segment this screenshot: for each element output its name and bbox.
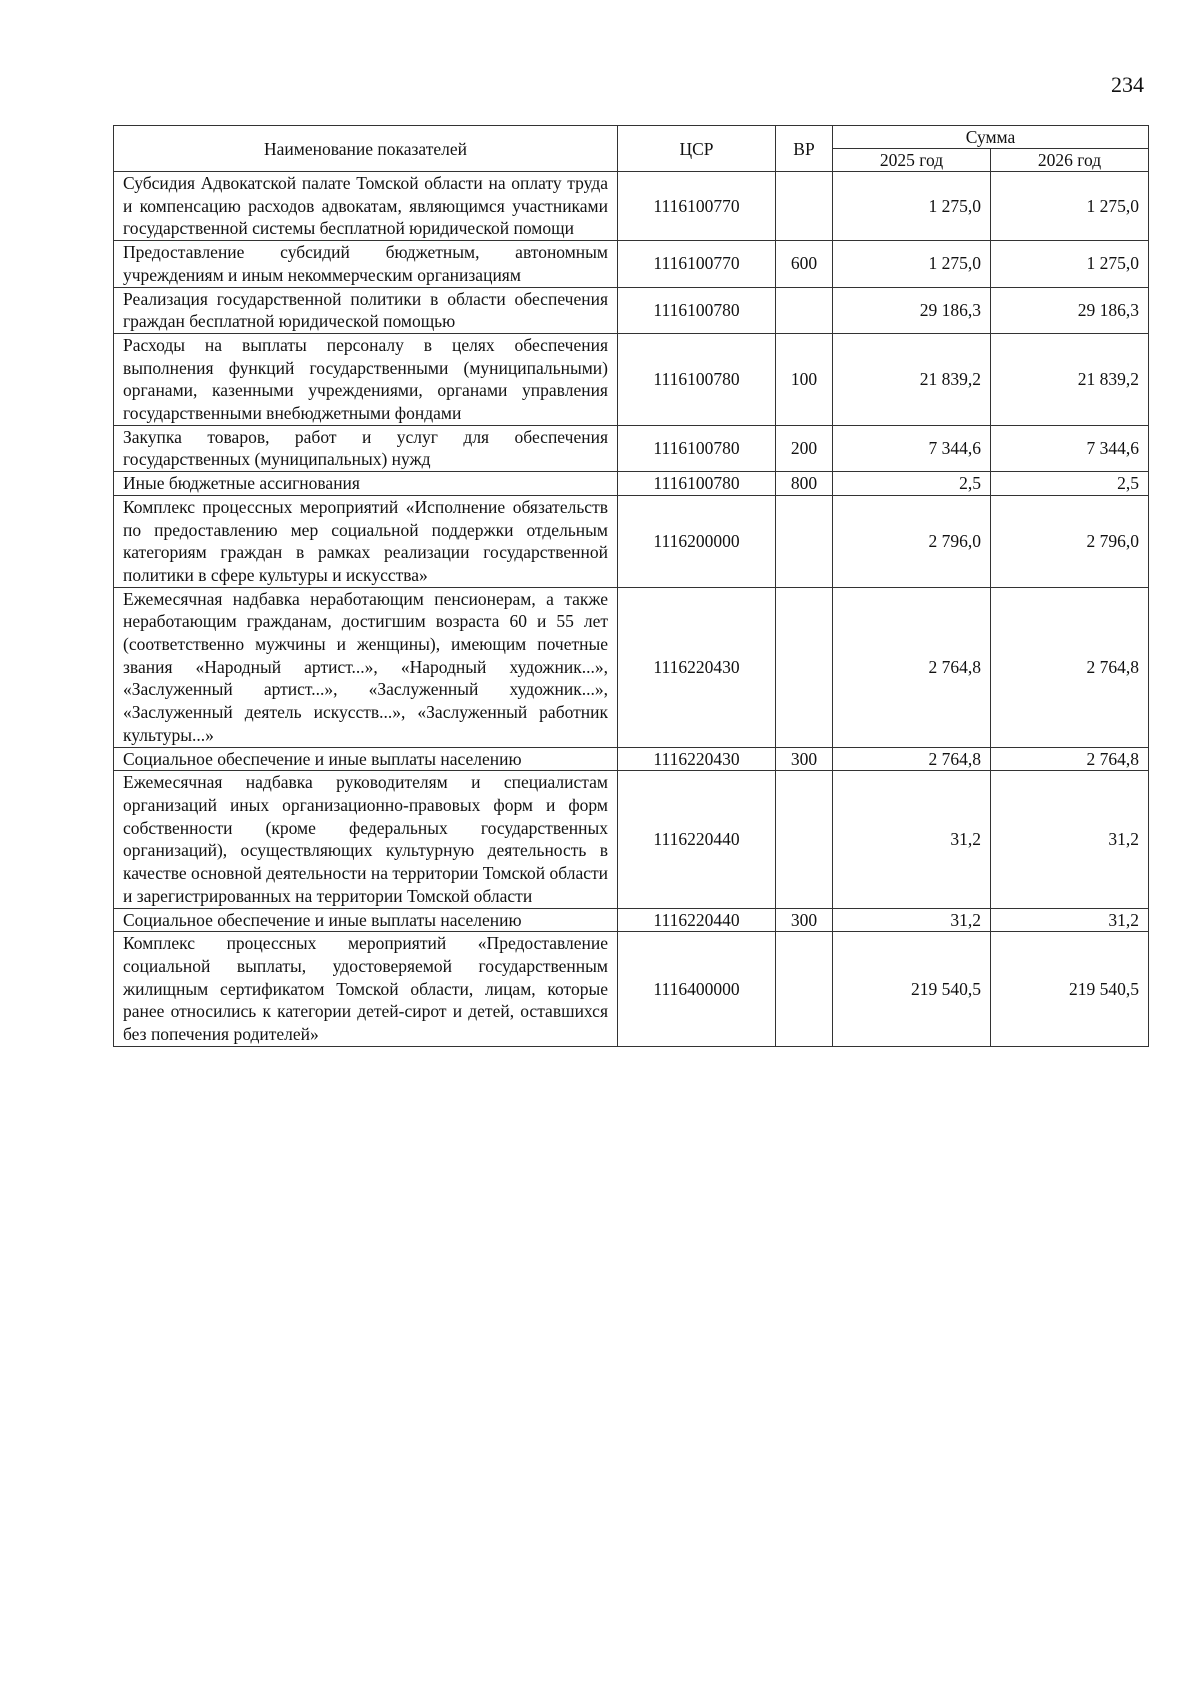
csr-code-cell: 1116220440 — [618, 908, 776, 932]
table-row — [114, 771, 1149, 908]
amount-2025-cell: 31,2 — [833, 908, 991, 932]
amount-2026-cell: 2 764,8 — [991, 587, 1149, 747]
vr-code-cell — [776, 495, 833, 587]
indicator-name-cell: Иные бюджетные ассигнования — [114, 472, 618, 496]
csr-code-cell: 1116100780 — [618, 333, 776, 425]
table-row — [114, 287, 1149, 333]
amount-2025-cell: 2 764,8 — [833, 747, 991, 771]
table-row — [114, 747, 1149, 771]
amount-2025-cell: 1 275,0 — [833, 172, 991, 241]
table-body — [114, 172, 1149, 1047]
vr-code-cell: 300 — [776, 908, 833, 932]
amount-2026-cell: 7 344,6 — [991, 425, 1149, 471]
csr-code-cell: 1116400000 — [618, 932, 776, 1047]
vr-code-cell — [776, 932, 833, 1047]
amount-2026-cell: 31,2 — [991, 908, 1149, 932]
amount-2025-cell: 2 796,0 — [833, 495, 991, 587]
table-row — [114, 172, 1149, 241]
header-year-2026: 2026 год — [991, 149, 1149, 172]
indicator-name-cell: Расходы на выплаты персоналу в целях обеспечения выполнения функций государственными (муниципальными) органами, казенными учреждениями, органами управления государственными внебюджетными фондами — [114, 333, 618, 425]
indicator-name-cell: Реализация государственной политики в области обеспечения граждан бесплатной юридической помощью — [114, 287, 618, 333]
table-row — [114, 425, 1149, 471]
amount-2025-cell: 2,5 — [833, 472, 991, 496]
amount-2026-cell: 2,5 — [991, 472, 1149, 496]
amount-2025-cell: 7 344,6 — [833, 425, 991, 471]
amount-2026-cell: 1 275,0 — [991, 172, 1149, 241]
csr-code-cell: 1116100780 — [618, 472, 776, 496]
csr-code-cell: 1116100780 — [618, 425, 776, 471]
indicator-name-cell: Социальное обеспечение и иные выплаты населению — [114, 908, 618, 932]
vr-code-cell — [776, 587, 833, 747]
vr-code-cell — [776, 287, 833, 333]
amount-2025-cell: 21 839,2 — [833, 333, 991, 425]
csr-code-cell: 1116100780 — [618, 287, 776, 333]
table-row — [114, 932, 1149, 1047]
csr-code-cell: 1116220440 — [618, 771, 776, 908]
indicator-name-cell: Комплекс процессных мероприятий «Предоставление социальной выплаты, удостоверяемой государственным жилищным сертификатом Томской области, лицам, которые ранее относились к категории детей-сирот и детей, оставшихся без попечения родителей» — [114, 932, 618, 1047]
table-row — [114, 908, 1149, 932]
indicator-name-cell: Ежемесячная надбавка руководителям и специалистам организаций иных организационно-правовых форм и форм собственности (кроме федеральных государственных организаций), осуществляющих культурную деятельность в качестве основной деятельности на территории Томской области и зарегистрированных на территории Томской области — [114, 771, 618, 908]
csr-code-cell: 1116100770 — [618, 241, 776, 287]
csr-code-cell: 1116100770 — [618, 172, 776, 241]
header-sum: Сумма — [833, 126, 1149, 149]
vr-code-cell: 600 — [776, 241, 833, 287]
amount-2025-cell: 219 540,5 — [833, 932, 991, 1047]
budget-table — [113, 125, 1149, 1047]
vr-code-cell: 300 — [776, 747, 833, 771]
amount-2026-cell: 219 540,5 — [991, 932, 1149, 1047]
amount-2026-cell: 1 275,0 — [991, 241, 1149, 287]
indicator-name-cell: Субсидия Адвокатской палате Томской области на оплату труда и компенсацию расходов адвокатам, являющимся участниками государственной системы бесплатной юридической помощи — [114, 172, 618, 241]
vr-code-cell — [776, 172, 833, 241]
table-row — [114, 241, 1149, 287]
header-year-2025: 2025 год — [833, 149, 991, 172]
amount-2025-cell: 1 275,0 — [833, 241, 991, 287]
amount-2026-cell: 2 764,8 — [991, 747, 1149, 771]
page-number: 234 — [1111, 72, 1144, 97]
table-row — [114, 587, 1149, 747]
table-row — [114, 495, 1149, 587]
vr-code-cell: 800 — [776, 472, 833, 496]
csr-code-cell: 1116220430 — [618, 587, 776, 747]
indicator-name-cell: Ежемесячная надбавка неработающим пенсионерам, а также неработающим гражданам, достигшим возраста 60 и 55 лет (соответственно мужчины и женщины), имеющим почетные звания «Народный артист...», «Народный художник...», «Заслуженный артист...», «Заслуженный художник...», «Заслуженный деятель искусств...», «Заслуженный работник культуры...» — [114, 587, 618, 747]
table-row — [114, 333, 1149, 425]
table-row — [114, 472, 1149, 496]
header-csr: ЦСР — [618, 126, 776, 172]
indicator-name-cell: Комплекс процессных мероприятий «Исполнение обязательств по предоставлению мер социальной поддержки отдельным категориям граждан в рамках реализации государственной политики в сфере культуры и искусства» — [114, 495, 618, 587]
amount-2026-cell: 31,2 — [991, 771, 1149, 908]
amount-2026-cell: 29 186,3 — [991, 287, 1149, 333]
table-header — [114, 126, 1149, 172]
header-name: Наименование показателей — [114, 126, 618, 172]
amount-2025-cell: 31,2 — [833, 771, 991, 908]
csr-code-cell: 1116220430 — [618, 747, 776, 771]
amount-2025-cell: 2 764,8 — [833, 587, 991, 747]
amount-2025-cell: 29 186,3 — [833, 287, 991, 333]
indicator-name-cell: Предоставление субсидий бюджетным, автономным учреждениям и иным некоммерческим организациям — [114, 241, 618, 287]
vr-code-cell: 200 — [776, 425, 833, 471]
csr-code-cell: 1116200000 — [618, 495, 776, 587]
indicator-name-cell: Социальное обеспечение и иные выплаты населению — [114, 747, 618, 771]
indicator-name-cell: Закупка товаров, работ и услуг для обеспечения государственных (муниципальных) нужд — [114, 425, 618, 471]
header-vr: ВР — [776, 126, 833, 172]
vr-code-cell — [776, 771, 833, 908]
vr-code-cell: 100 — [776, 333, 833, 425]
amount-2026-cell: 2 796,0 — [991, 495, 1149, 587]
amount-2026-cell: 21 839,2 — [991, 333, 1149, 425]
